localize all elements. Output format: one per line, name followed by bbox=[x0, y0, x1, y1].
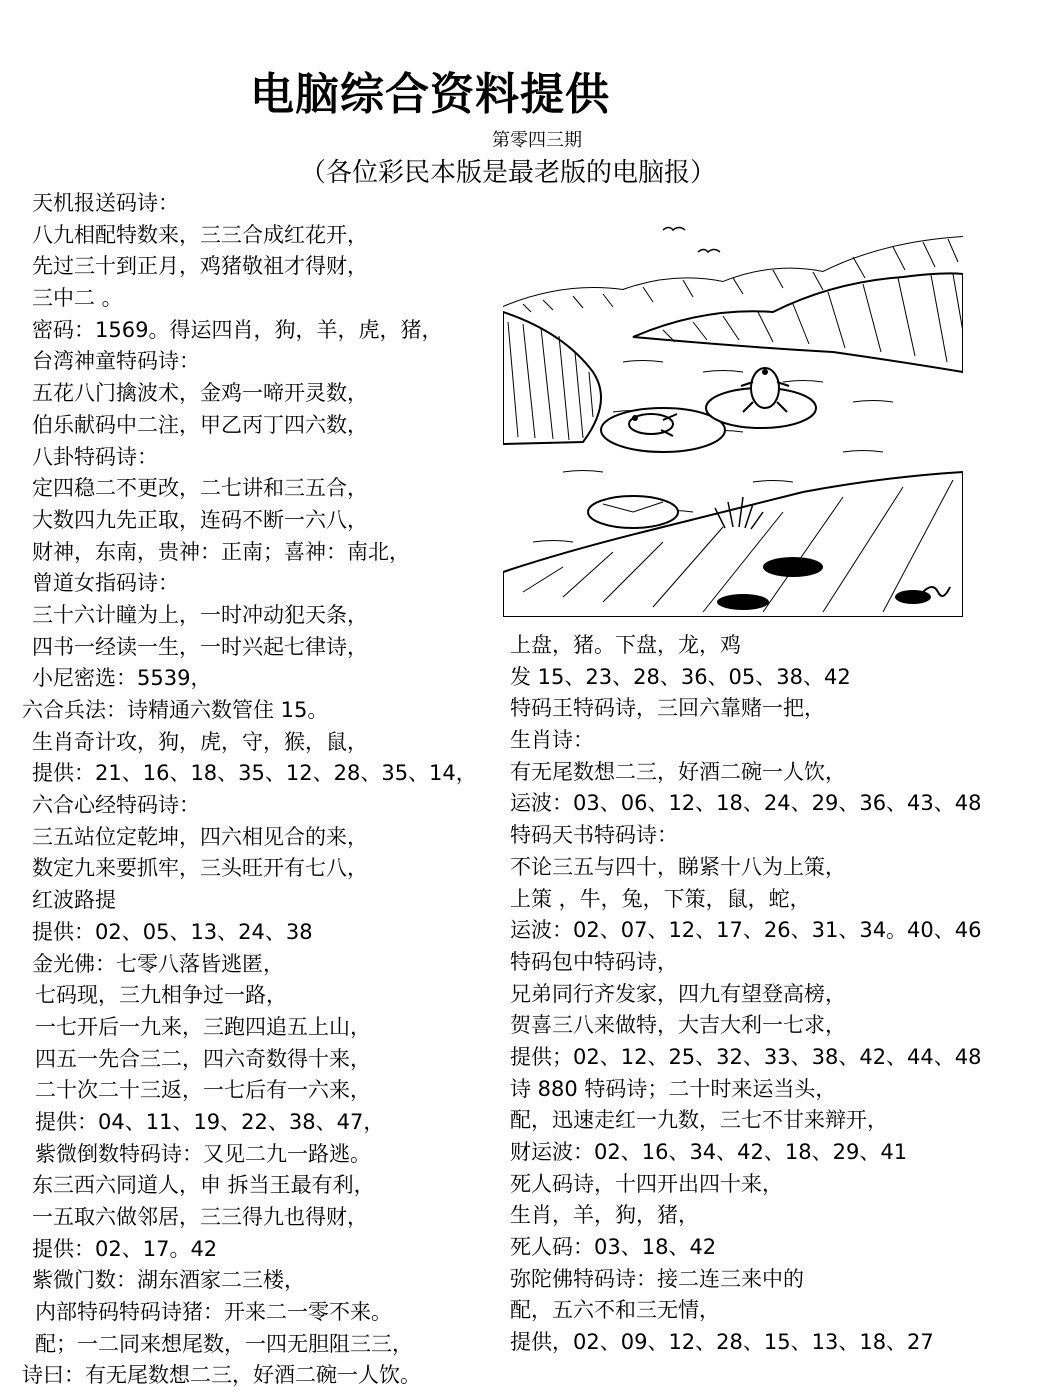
text-line: 四书一经读一生，一时兴起七律诗， bbox=[32, 634, 368, 659]
text-line: 红波路提 bbox=[32, 888, 116, 913]
text-line: 运波：03、06、12、18、24、29、36、43、48 bbox=[510, 791, 982, 816]
text-line: 死人码：03、18、42 bbox=[510, 1235, 717, 1260]
text-line: 财神，东南，贵神：正南；喜神：南北， bbox=[32, 539, 410, 564]
text-line: 提供；02、12、25、32、33、38、42、44、48 bbox=[510, 1044, 982, 1069]
text-line: 弥陀佛特码诗：接二连三来中的 bbox=[510, 1266, 804, 1291]
page-subtitle: （各位彩民本版是最老版的电脑报） bbox=[300, 158, 717, 188]
left-column bbox=[22, 188, 492, 1392]
text-line: 七码现，三九相争过一路， bbox=[35, 983, 287, 1008]
text-line: 配；一二同来想尾数，一四无胆阻三三， bbox=[35, 1331, 413, 1356]
text-line: 贺喜三八来做特，大吉大利一七求， bbox=[510, 1013, 846, 1038]
text-line: 死人码诗，十四开出四十来， bbox=[510, 1171, 783, 1196]
text-line: 提供：04、11、19、22、38、47， bbox=[35, 1109, 385, 1134]
text-line: 三五站位定乾坤，四六相见合的来， bbox=[32, 824, 368, 849]
text-line: 三中二 。 bbox=[32, 286, 123, 311]
text-line: 紫微倒数特码诗：又见二九一路逃。 bbox=[35, 1141, 371, 1166]
text-line: 配，五六不和三无情， bbox=[510, 1298, 720, 1323]
text-line: 定四稳二不更改，二七讲和三五合， bbox=[32, 476, 368, 501]
text-line: 三十六计瞳为上，一时冲动犯天条， bbox=[32, 602, 368, 627]
text-line: 一七开后一九来，三跑四追五上山， bbox=[35, 1014, 371, 1039]
text-line: 生肖诗： bbox=[510, 728, 594, 753]
text-line: 数定九来要抓牢，三头旺开有七八， bbox=[32, 856, 368, 881]
text-line: 密码：1569。得运四肖，狗，羊，虎，猪， bbox=[32, 317, 443, 342]
text-line: 八卦特码诗： bbox=[32, 444, 158, 469]
text-line: 不论三五与四十，睇紧十八为上策， bbox=[510, 854, 846, 879]
text-line: 紫微门数：湖东酒家二三楼， bbox=[32, 1268, 305, 1293]
text-line: 提供：21、16、18、35、12、28、35、14， bbox=[32, 761, 477, 786]
text-line: 运波：02、07、12、17、26、31、34。40、46 bbox=[510, 918, 982, 943]
text-line: 提供：02、17。42 bbox=[32, 1236, 218, 1261]
text-line: 诗 880 特码诗；二十时来运当头， bbox=[510, 1076, 837, 1101]
text-line: 东三西六同道人，申 拆当王最有利， bbox=[32, 1173, 375, 1198]
text-line: 小尼密选：5539， bbox=[32, 666, 212, 691]
text-line: 一五取六做邻居，三三得九也得财， bbox=[32, 1205, 368, 1229]
text-line: 四五一先合三二，四六奇数得十来， bbox=[35, 1046, 371, 1071]
text-line: 特码天书特码诗： bbox=[510, 823, 678, 848]
text-line: 八九相配特数来，三三合成红花开， bbox=[32, 222, 368, 247]
text-line: 上策 ，牛，兔，下策，鼠，蛇， bbox=[510, 886, 811, 911]
text-line: 特码包中特码诗， bbox=[510, 949, 678, 974]
text-line: 提供，02、09、12、28、15、13、18、27 bbox=[510, 1330, 934, 1355]
text-line: 伯乐献码中二注，甲乙丙丁四六数， bbox=[32, 412, 368, 437]
text-line: 有无尾数想二三，好酒二碗一人饮， bbox=[510, 759, 846, 784]
text-line: 五花八门擒波术，金鸡一啼开灵数， bbox=[32, 381, 368, 406]
text-line: 大数四九先正取，连码不断一六八， bbox=[32, 507, 368, 532]
text-line: 特码王特码诗，三回六靠赌一把， bbox=[510, 696, 825, 721]
text-line: 天机报送码诗： bbox=[32, 191, 179, 215]
right-column bbox=[510, 630, 1040, 1359]
page-title: 电脑综合资料提供 bbox=[250, 69, 610, 120]
text-line: 上盘，猪。下盘，龙，鸡 bbox=[510, 633, 741, 657]
text-line: 提供：02、05、13、24、38 bbox=[32, 919, 313, 944]
text-line: 兄弟同行齐发家，四九有望登高榜， bbox=[510, 981, 846, 1006]
landscape-river-frogs-illustration bbox=[503, 212, 963, 617]
text-line: 曾道女指码诗： bbox=[32, 571, 179, 596]
text-line: 生肖，羊，狗，猪， bbox=[510, 1203, 699, 1228]
text-line: 金光佛：七零八落皆逃匿， bbox=[32, 951, 284, 976]
text-line: 台湾神童特码诗： bbox=[32, 349, 200, 374]
text-line: 六合兵法：诗精通六数管住 15。 bbox=[22, 698, 329, 722]
text-line: 二十次二十三返，一七后有一六来， bbox=[35, 1078, 371, 1103]
text-line: 诗曰：有无尾数想二三，好酒二碗一人饮。 bbox=[22, 1363, 421, 1388]
issue-number: 第零四三期 bbox=[492, 130, 582, 151]
text-line: 配，迅速走红一九数，三七不甘来辩开， bbox=[510, 1108, 888, 1133]
text-line: 生肖奇计攻，狗，虎，守，猴，鼠， bbox=[32, 729, 368, 754]
text-line: 内部特码特码诗猪：开来二一零不来。 bbox=[35, 1300, 392, 1325]
text-line: 财运波：02、16、34、42、18、29、41 bbox=[510, 1140, 908, 1164]
text-line: 六合心经特码诗： bbox=[32, 793, 200, 818]
text-line: 发 15、23、28、36、05、38、42 bbox=[510, 664, 851, 689]
text-line: 先过三十到正月，鸡猪敬祖才得财， bbox=[32, 254, 368, 279]
